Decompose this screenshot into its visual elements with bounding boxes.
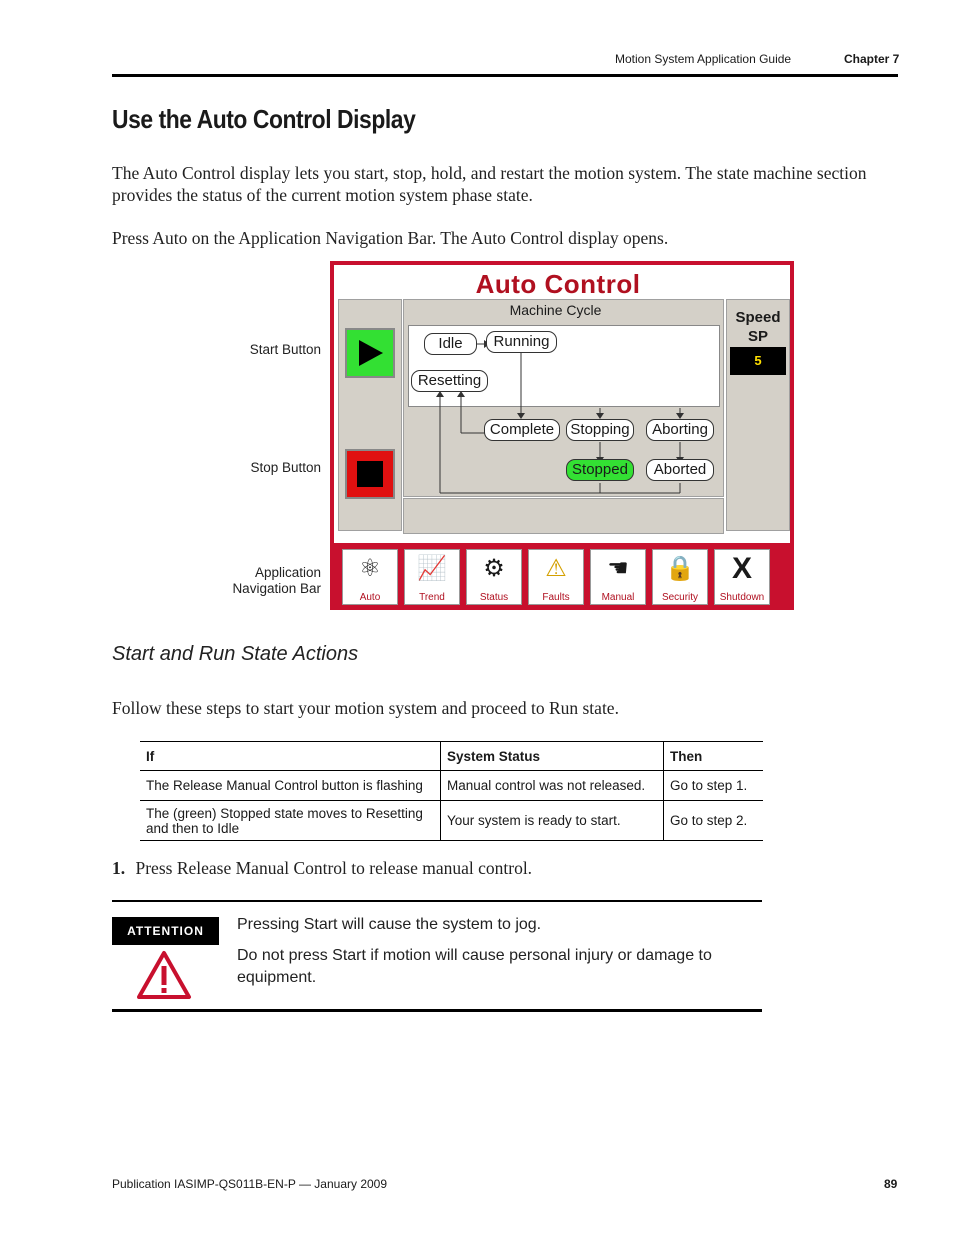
speed-label-line2: SP [747,328,768,345]
table-cell: Your system is ready to start. [441,801,664,841]
auto-control-screen [330,261,794,610]
state-stopped: Stopped [566,459,634,481]
table-row [140,771,763,801]
nav-status-button[interactable] [466,549,522,605]
attention-line-2: Do not press Start if motion will cause personal injury or damage to equipment. [237,947,712,986]
callout-start-button: Start Button [249,342,321,357]
table-cell: Go to step 2. [664,801,764,841]
state-connectors [334,265,790,535]
steps-intro-paragraph: Follow these steps to start your motion system and proceed to Run state. [112,698,619,718]
nav-trend-button[interactable] [404,549,460,605]
table-cell: The Release Manual Control button is flashing [140,771,441,801]
table-header-row [140,742,763,771]
speed-setpoint-field[interactable]: 5 [730,347,786,375]
state-running: Running [486,331,557,353]
nav-auto-label: Auto [359,592,381,603]
footer-page-number: 89 [884,1177,898,1191]
nav-shutdown-button[interactable] [714,549,770,605]
machine-cycle-label: Machine Cycle [509,302,602,318]
header-rule [112,74,898,77]
status-gear-icon: ⚙ [483,555,505,582]
nav-security-label: Security [661,592,699,603]
speed-label [726,308,790,346]
table-row [140,801,763,841]
state-aborting: Aborting [646,419,714,441]
table-header-then: Then [664,742,764,771]
nav-auto-button[interactable] [342,549,398,605]
section-subheading: Start and Run State Actions [112,643,359,665]
state-stopping: Stopping [566,419,634,441]
state-actions-table [140,741,763,841]
step-1 [112,857,532,879]
callout-nav-line1: Application [254,565,321,580]
security-lock-icon: 🔒 [665,555,695,582]
attention-top-rule [112,900,762,902]
manual-hand-icon: ☚ [607,555,629,582]
step-1-number: 1. [112,858,126,878]
intro-paragraph: The Auto Control display lets you start, stop, hold, and restart the motion system. The state machine section provides the status of the current motion system phase state. [112,163,867,205]
step-1-text: Press Release Manual Control to release manual control. [135,858,533,878]
running-header-guide: Motion System Application Guide [615,52,792,66]
running-header-chapter: Chapter 7 [844,52,900,66]
footer-publication: Publication IASIMP-QS011B-EN-P — January 2009 [112,1177,388,1191]
auto-icon: ⚛ [359,555,381,582]
attention-line-1: Pressing Start will cause the system to jog. [237,916,542,933]
table-cell: Manual control was not released. [441,771,664,801]
state-aborted: Aborted [646,459,714,481]
nav-faults-button[interactable] [528,549,584,605]
table-header-status: System Status [441,742,664,771]
table-cell: Go to step 1. [664,771,764,801]
trend-icon: 📈 [417,555,447,582]
callout-stop-button: Stop Button [250,460,321,475]
warning-triangle-icon [136,950,192,1000]
nav-manual-button[interactable] [590,549,646,605]
hmi-title: Auto Control [475,269,641,299]
nav-trend-label: Trend [419,592,445,603]
nav-shutdown-label: Shutdown [719,592,765,603]
faults-warning-icon: ⚠ [545,555,567,582]
attention-bottom-rule [112,1009,762,1012]
nav-manual-label: Manual [601,592,635,603]
nav-faults-label: Faults [542,592,570,603]
state-resetting: Resetting [411,370,488,392]
instruction-paragraph: Press Auto on the Application Navigation Bar. The Auto Control display opens. [112,228,669,248]
speed-label-line1: Speed [735,309,781,326]
shutdown-x-icon: X [731,552,752,585]
nav-status-label: Status [479,592,509,603]
state-idle: Idle [424,333,477,355]
attention-label: ATTENTION [112,917,219,945]
table-cell: The (green) Stopped state moves to Resetting and then to Idle [140,801,441,841]
table-header-if: If [140,742,441,771]
state-complete: Complete [484,419,560,441]
callout-nav-line2: Navigation Bar [232,581,321,596]
nav-security-button[interactable] [652,549,708,605]
page-title: Use the Auto Control Display [112,104,416,134]
